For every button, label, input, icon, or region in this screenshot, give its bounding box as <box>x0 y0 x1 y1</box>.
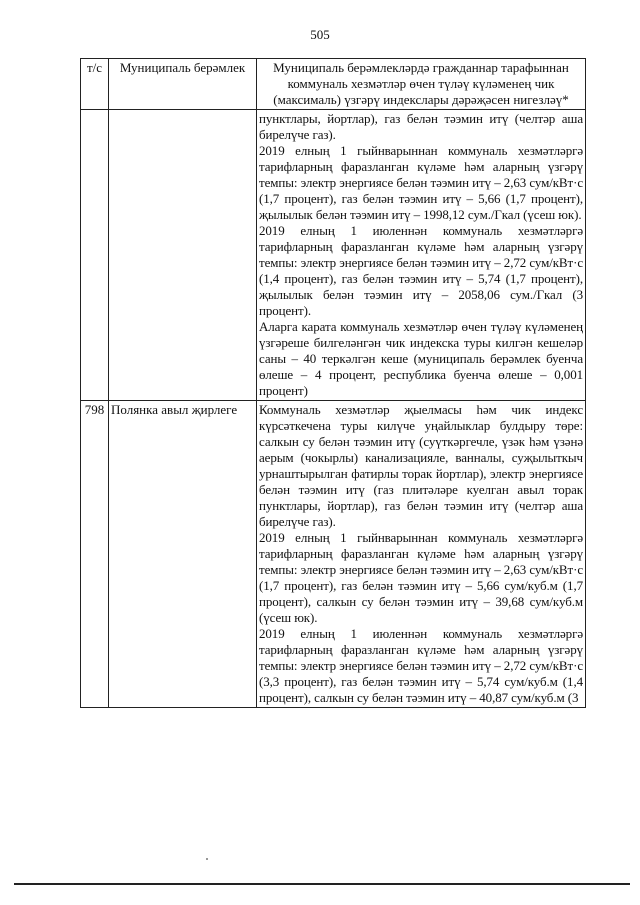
row-municipality: Полянка авыл җирлеге <box>109 401 257 708</box>
header-justification: Муниципаль берәмлекләрдә гражданнар тарафыннан коммуналь хезмәтләр өчен түләү күләменең чик (максималь) үзгәрү индекслары дәрәҗәсен нигезләү* <box>257 59 586 110</box>
paragraph: пунктлары, йортлар), газ белән тәэмин итү (челтәр аша бирелүче газ). <box>259 111 583 142</box>
scan-speck <box>206 858 208 860</box>
row-number <box>81 110 109 401</box>
paragraph: 2019 елның 1 июленнән коммуналь хезмәтләргә тарифларның фаразланган күләме һәм аларның үзгәрү темпы: электр энергиясе белән тәэмин итү – 2,72 сум/кВт·с (1,4 процент), газ белән тәэмин итү – 5,74 (1,7 процент), җылылык белән тәэмин итү – 2058,06 сум./Гкал (3 процент). <box>259 223 583 318</box>
paragraph: 2019 елның 1 июленнән коммуналь хезмәтләргә тарифларның фаразланган күләме һәм аларның үзгәрү темпы: электр энергиясе белән тәэмин итү – 2,72 сум/кВт·с (3,3 процент), газ белән тәэмин итү – 5,74 сум/куб.м (1,4 процент), салкын су белән тәэмин итү – 40,87 сум/куб.м (3 <box>259 626 583 705</box>
row-number: 798 <box>81 401 109 708</box>
table-header-row <box>81 59 586 110</box>
paragraph: Аларга карата коммуналь хезмәтләр өчен түләү күләменең үзгәреше билгеләнгән чик индекска туры килгән кешеләр саны – 40 теркәлгән кеше (муниципаль берәмлек буенча өлеше – 4 процент, республика буенча өлеше – 0,001 процент) <box>259 319 583 398</box>
page-number: 505 <box>310 27 330 42</box>
header-municipality: Муниципаль берәмлек <box>109 59 257 110</box>
header-number: т/с <box>81 59 109 110</box>
paragraph: 2019 елның 1 гыйнварыннан коммуналь хезмәтләргә тарифларның фаразланган күләме һәм аларның үзгәрү темпы: электр энергиясе белән тәэмин итү – 2,63 сум/кВт·с (1,7 процент), газ белән тәэмин итү – 5,66 (1,7 процент), җылылык белән тәэмин итү – 1998,12 сум./Гкал (үсеш юк). <box>259 143 583 222</box>
row-justification <box>257 110 586 401</box>
paragraph: Коммуналь хезмәтләр җыелмасы һәм чик индекс күрсәткечена туры килүче уңайлыклар булдыру төре: салкын су белән тәэмин итү (суүткәргечле, үзәк һәм үзәнә аерым (чокырлы) канализацияле, ванналы, суҗылыткыч урнаштырылган фатирлы торак йортлар), электр энергиясе белән тәэмин итү (газ плитәләре куелган авыл торак пунктлары, йортлар), газ белән тәэмин итү (челтәр аша бирелүче газ). <box>259 402 583 529</box>
row-justification <box>257 401 586 708</box>
table-row-798 <box>81 401 586 708</box>
row-municipality <box>109 110 257 401</box>
tariff-table <box>80 58 586 708</box>
paragraph: 2019 елның 1 гыйнварыннан коммуналь хезмәтләргә тарифларның фаразланган күләме һәм аларның үзгәрү темпы: электр энергиясе белән тәэмин итү – 2,63 сум/кВт·с (1,7 процент), газ белән тәэмин итү – 5,66 сум/куб.м (1,7 процент), салкын су белән тәэмин итү – 39,68 сум/куб.м (үсеш юк). <box>259 530 583 625</box>
table-row-continuation <box>81 110 586 401</box>
page-bottom-rule <box>14 883 630 885</box>
